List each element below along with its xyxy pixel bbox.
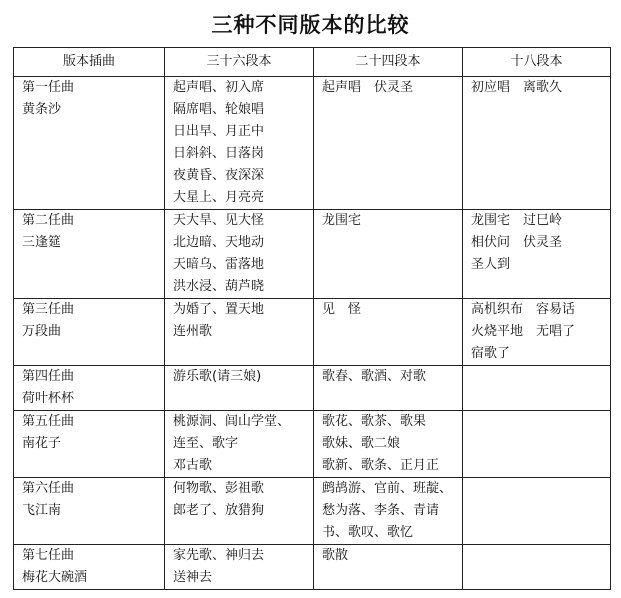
section-18-cell	[463, 299, 611, 366]
section-36-cell	[165, 411, 314, 478]
cell-line: 愁为落、李条、青请	[322, 503, 440, 518]
cell-line: 鹧鸪游、官前、班靛、	[322, 481, 453, 496]
section-36-cell	[165, 210, 314, 299]
cell-line: 龙围宅	[322, 213, 362, 228]
section-18-cell	[463, 478, 611, 545]
section-18-cell	[463, 411, 611, 478]
cell-line: 歌春、歌酒、对歌	[322, 369, 427, 384]
page-title: 三种不同版本的比较	[211, 13, 410, 37]
aria-cell	[14, 77, 165, 210]
section-36-cell	[165, 545, 314, 590]
aria-cell	[14, 545, 165, 590]
header-18-section: 十八段本	[463, 48, 611, 77]
table-row	[14, 411, 611, 478]
table-row	[14, 210, 611, 299]
cell-line: 万段曲	[22, 324, 62, 339]
cell-line: 火烧平地 无唱了	[471, 324, 576, 339]
cell-line: 第二任曲	[22, 213, 75, 228]
cell-line: 第三任曲	[22, 302, 75, 317]
cell-line: 圣人到	[471, 257, 511, 272]
section-18-cell	[463, 366, 611, 411]
cell-line: 隔席唱、轮娘唱	[173, 102, 265, 117]
cell-line: 高机织布 容易话	[471, 302, 576, 317]
table-row	[14, 478, 611, 545]
cell-line: 歌妹、歌二娘	[322, 436, 401, 451]
cell-line: 游乐歌(请三娘)	[173, 369, 262, 384]
cell-line: 歌新、歌条、正月正	[322, 458, 440, 473]
table-row	[14, 299, 611, 366]
table-row	[14, 545, 611, 590]
cell-line: 洪水浸、葫芦晓	[173, 279, 265, 294]
cell-line: 见 怪	[322, 302, 362, 317]
cell-line: 第五任曲	[22, 414, 75, 429]
cell-line: 梅花大碗酒	[22, 570, 88, 585]
section-24-cell	[314, 478, 463, 545]
cell-line: 日斜斜、日落岗	[173, 146, 265, 161]
cell-line: 书、歌叹、歌忆	[322, 525, 414, 540]
table-row	[14, 77, 611, 210]
comparison-table	[13, 47, 611, 590]
table-header-row	[14, 48, 611, 77]
section-36-cell	[165, 366, 314, 411]
header-aria: 版本插曲	[14, 48, 165, 77]
cell-line: 大星上、月亮亮	[173, 190, 265, 205]
cell-line: 起声唱、初入席	[173, 80, 265, 95]
aria-cell	[14, 478, 165, 545]
cell-line: 歌花、歌茶、歌果	[322, 414, 427, 429]
section-24-cell	[314, 545, 463, 590]
section-24-cell	[314, 77, 463, 210]
aria-cell	[14, 299, 165, 366]
cell-line: 天暗乌、雷落地	[173, 257, 265, 272]
cell-line: 相伏问 伏灵圣	[471, 235, 563, 250]
cell-line: 第一任曲	[22, 80, 75, 95]
section-18-cell	[463, 210, 611, 299]
cell-line: 黄条沙	[22, 102, 62, 117]
header-24-section: 二十四段本	[314, 48, 463, 77]
cell-line: 桃源洞、闾山学堂、	[173, 414, 291, 429]
cell-line: 第六任曲	[22, 481, 75, 496]
header-36-section: 三十六段本	[165, 48, 314, 77]
cell-line: 飞江南	[22, 503, 62, 518]
aria-cell	[14, 366, 165, 411]
cell-line: 郎老了、放猎狗	[173, 503, 265, 518]
table-body	[14, 77, 611, 590]
cell-line: 歌散	[322, 548, 349, 563]
cell-line: 荷叶杯杯	[22, 391, 75, 406]
section-24-cell	[314, 299, 463, 366]
cell-line: 北边暗、天地动	[173, 235, 265, 250]
cell-line: 连州歌	[173, 324, 213, 339]
section-36-cell	[165, 299, 314, 366]
section-18-cell	[463, 545, 611, 590]
cell-line: 何物歌、彭祖歌	[173, 481, 265, 496]
aria-cell	[14, 411, 165, 478]
section-36-cell	[165, 478, 314, 545]
cell-line: 家先歌、神归去	[173, 548, 265, 563]
cell-line: 天大旱、见大怪	[173, 213, 265, 228]
section-18-cell	[463, 77, 611, 210]
cell-line: 初应唱 离歌久	[471, 80, 563, 95]
section-24-cell	[314, 411, 463, 478]
section-36-cell	[165, 77, 314, 210]
cell-line: 南花子	[22, 436, 62, 451]
section-24-cell	[314, 210, 463, 299]
cell-line: 邓古歌	[173, 458, 213, 473]
cell-line: 送神去	[173, 570, 213, 585]
aria-cell	[14, 210, 165, 299]
cell-line: 起声唱 伏灵圣	[322, 80, 414, 95]
cell-line: 三逢筵	[22, 235, 62, 250]
cell-line: 龙围宅 过巳岭	[471, 213, 563, 228]
cell-line: 第四任曲	[22, 369, 75, 384]
section-24-cell	[314, 366, 463, 411]
cell-line: 日出早、月正中	[173, 124, 265, 139]
table-row	[14, 366, 611, 411]
cell-line: 第七任曲	[22, 548, 75, 563]
cell-line: 宿歌了	[471, 346, 511, 361]
cell-line: 连至、歌字	[173, 436, 239, 451]
cell-line: 夜黄昏、夜深深	[173, 168, 265, 183]
cell-line: 为婚了、置天地	[173, 302, 265, 317]
